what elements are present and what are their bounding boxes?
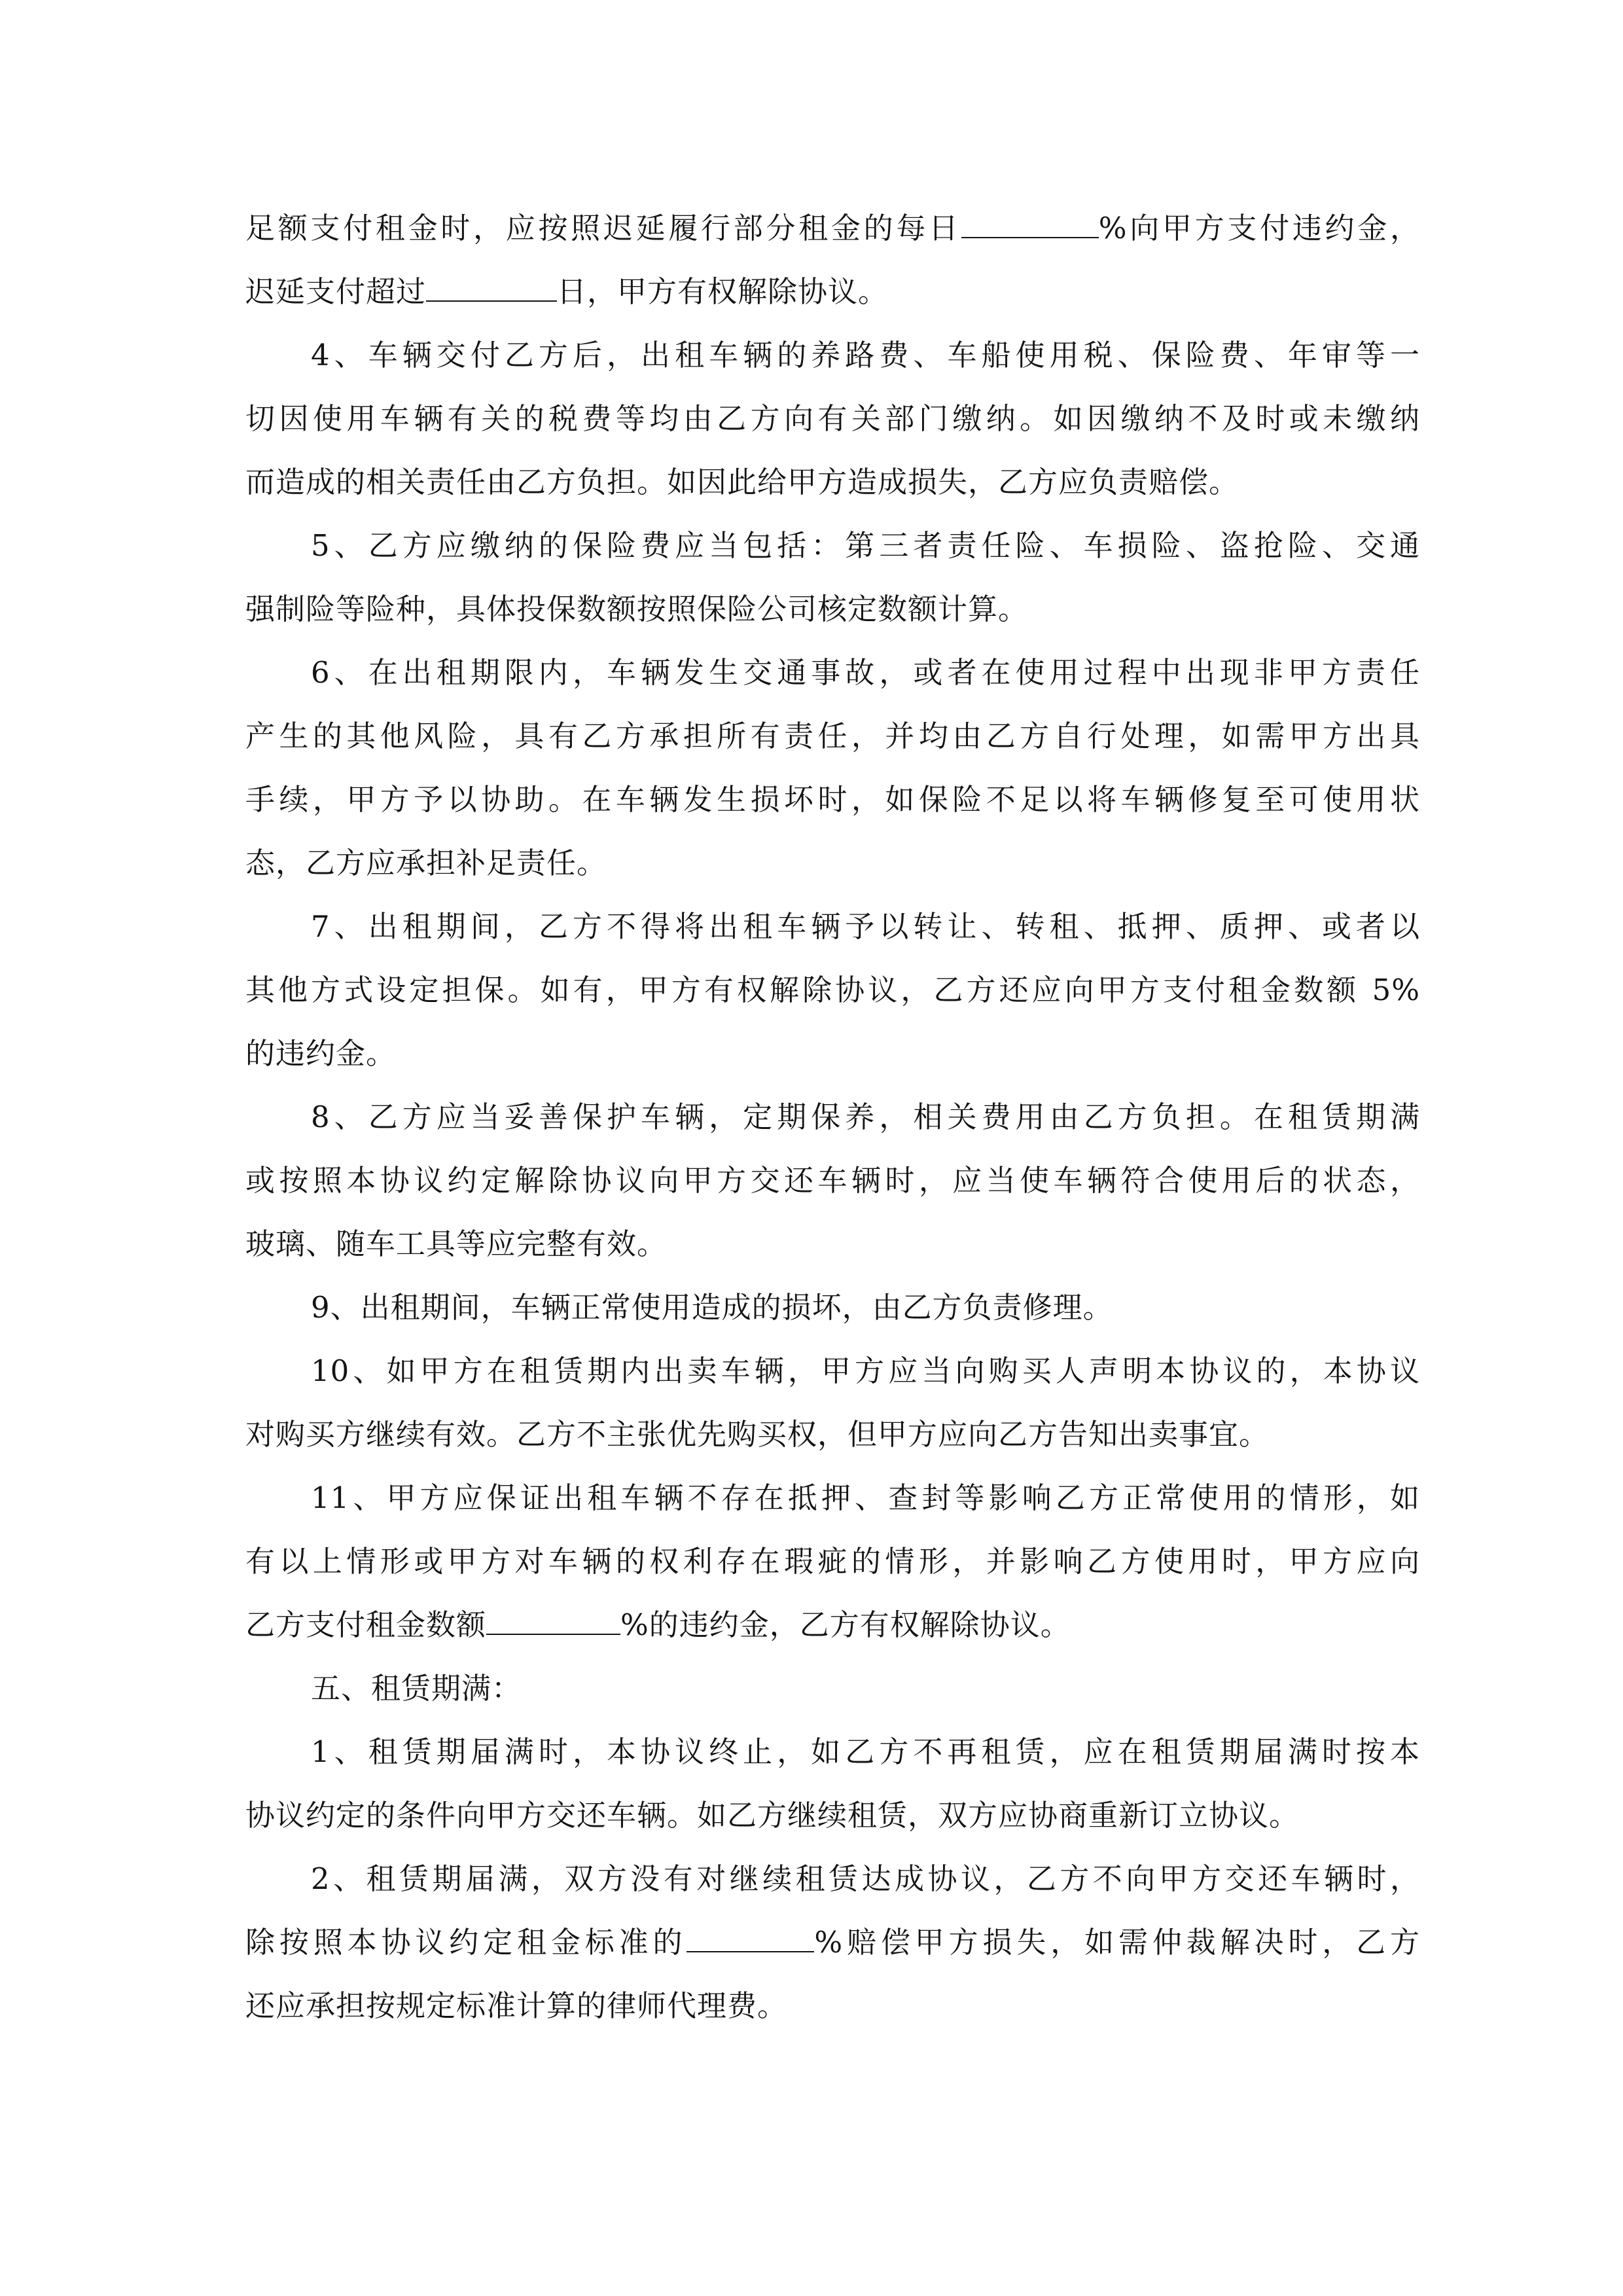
text-line: 迟延支付超过 日，甲方有权解除协议。 (245, 274, 889, 309)
fill-in-blank[interactable] (961, 212, 1099, 238)
fill-in-blank[interactable] (486, 1609, 620, 1635)
text-line: 还应承担按规定标准计算的律师代理费。 (245, 1988, 788, 2023)
paragraph-5 (245, 514, 1420, 641)
paragraph-11 (245, 1466, 1420, 1657)
text-line: 对购买方继续有效。乙方不主张优先购买权，但甲方应向乙方告知出卖事宜。 (245, 1417, 1270, 1452)
text-line: 态，乙方应承担补足责任。 (245, 846, 607, 880)
text-line: 5、乙方应缴纳的保险费应当包括：第三者责任险、车损险、盗抢险、交通 (311, 528, 1420, 563)
paragraph-4 (245, 323, 1420, 514)
text-line: 1、租赁期届满时，本协议终止，如乙方不再租赁，应在租赁期届满时按本 (311, 1734, 1420, 1769)
text-line: 或按照本协议约定解除协议向甲方交还车辆时，应当使车辆符合使用后的状态， (245, 1163, 1420, 1198)
paragraph-6 (245, 641, 1420, 895)
text-line: 其他方式设定担保。如有，甲方有权解除协议，乙方还应向甲方支付租金数额 5% (245, 973, 1420, 1007)
text-line: 手续，甲方予以协助。在车辆发生损坏时，如保险不足以将车辆修复至可使用状 (245, 782, 1420, 817)
text-line: 除按照本协议约定租金标准的 %赔偿甲方损失，如需仲裁解决时，乙方 (245, 1925, 1420, 1960)
section-5-paragraph-2 (245, 1847, 1420, 2037)
text-line: 6、在出租期限内，车辆发生交通事故，或者在使用过程中出现非甲方责任 (311, 655, 1420, 690)
text-line: 有以上情形或甲方对车辆的权利存在瑕疵的情形，并影响乙方使用时，甲方应向 (245, 1544, 1420, 1579)
text-line: 产生的其他风险，具有乙方承担所有责任，并均由乙方自行处理，如需甲方出具 (245, 719, 1420, 753)
paragraph-3-continuation (245, 196, 1420, 323)
text-line: 4、车辆交付乙方后，出租车辆的养路费、车船使用税、保险费、年审等一 (311, 338, 1420, 372)
section-5-paragraph-1 (245, 1720, 1420, 1847)
section-5-heading (245, 1657, 1420, 1720)
text-line: 强制险等险种，具体投保数额按照保险公司核定数额计算。 (245, 592, 1029, 626)
section-heading: 五、租赁期满： (311, 1671, 522, 1706)
paragraph-10 (245, 1339, 1420, 1466)
paragraph-7 (245, 895, 1420, 1085)
text-line: 9、出租期间，车辆正常使用造成的损坏，由乙方负责修理。 (311, 1290, 1113, 1325)
text-line: 足额支付租金时，应按照迟延履行部分租金的每日 %向甲方支付违约金， (245, 211, 1420, 245)
text-line: 切因使用车辆有关的税费等均由乙方向有关部门缴纳。如因缴纳不及时或未缴纳 (245, 401, 1420, 436)
paragraph-9 (245, 1276, 1420, 1339)
document-body (245, 196, 1420, 2037)
text-line: 玻璃、随车工具等应完整有效。 (245, 1227, 668, 1261)
text-line: 7、出租期间，乙方不得将出租车辆予以转让、转租、抵押、质押、或者以 (311, 909, 1420, 944)
text-line: 8、乙方应当妥善保护车辆，定期保养，相关费用由乙方负担。在租赁期满 (311, 1100, 1420, 1134)
fill-in-blank[interactable] (687, 1926, 814, 1952)
text-line: 而造成的相关责任由乙方负担。如因此给甲方造成损失，乙方应负责赔偿。 (245, 465, 1240, 499)
text-line: 乙方支付租金数额 %的违约金，乙方有权解除协议。 (245, 1607, 1071, 1642)
text-line: 2、租赁期届满，双方没有对继续租赁达成协议，乙方不向甲方交还车辆时， (311, 1861, 1420, 1896)
fill-in-blank[interactable] (426, 276, 557, 302)
paragraph-8 (245, 1085, 1420, 1276)
text-line: 的违约金。 (245, 1036, 397, 1071)
text-line: 11、甲方应保证出租车辆不存在抵押、查封等影响乙方正常使用的情形，如 (311, 1480, 1420, 1515)
text-line: 协议约定的条件向甲方交还车辆。如乙方继续租赁，双方应协商重新订立协议。 (245, 1798, 1300, 1833)
text-line: 10、如甲方在租赁期内出卖车辆，甲方应当向购买人声明本协议的，本协议 (311, 1354, 1420, 1388)
